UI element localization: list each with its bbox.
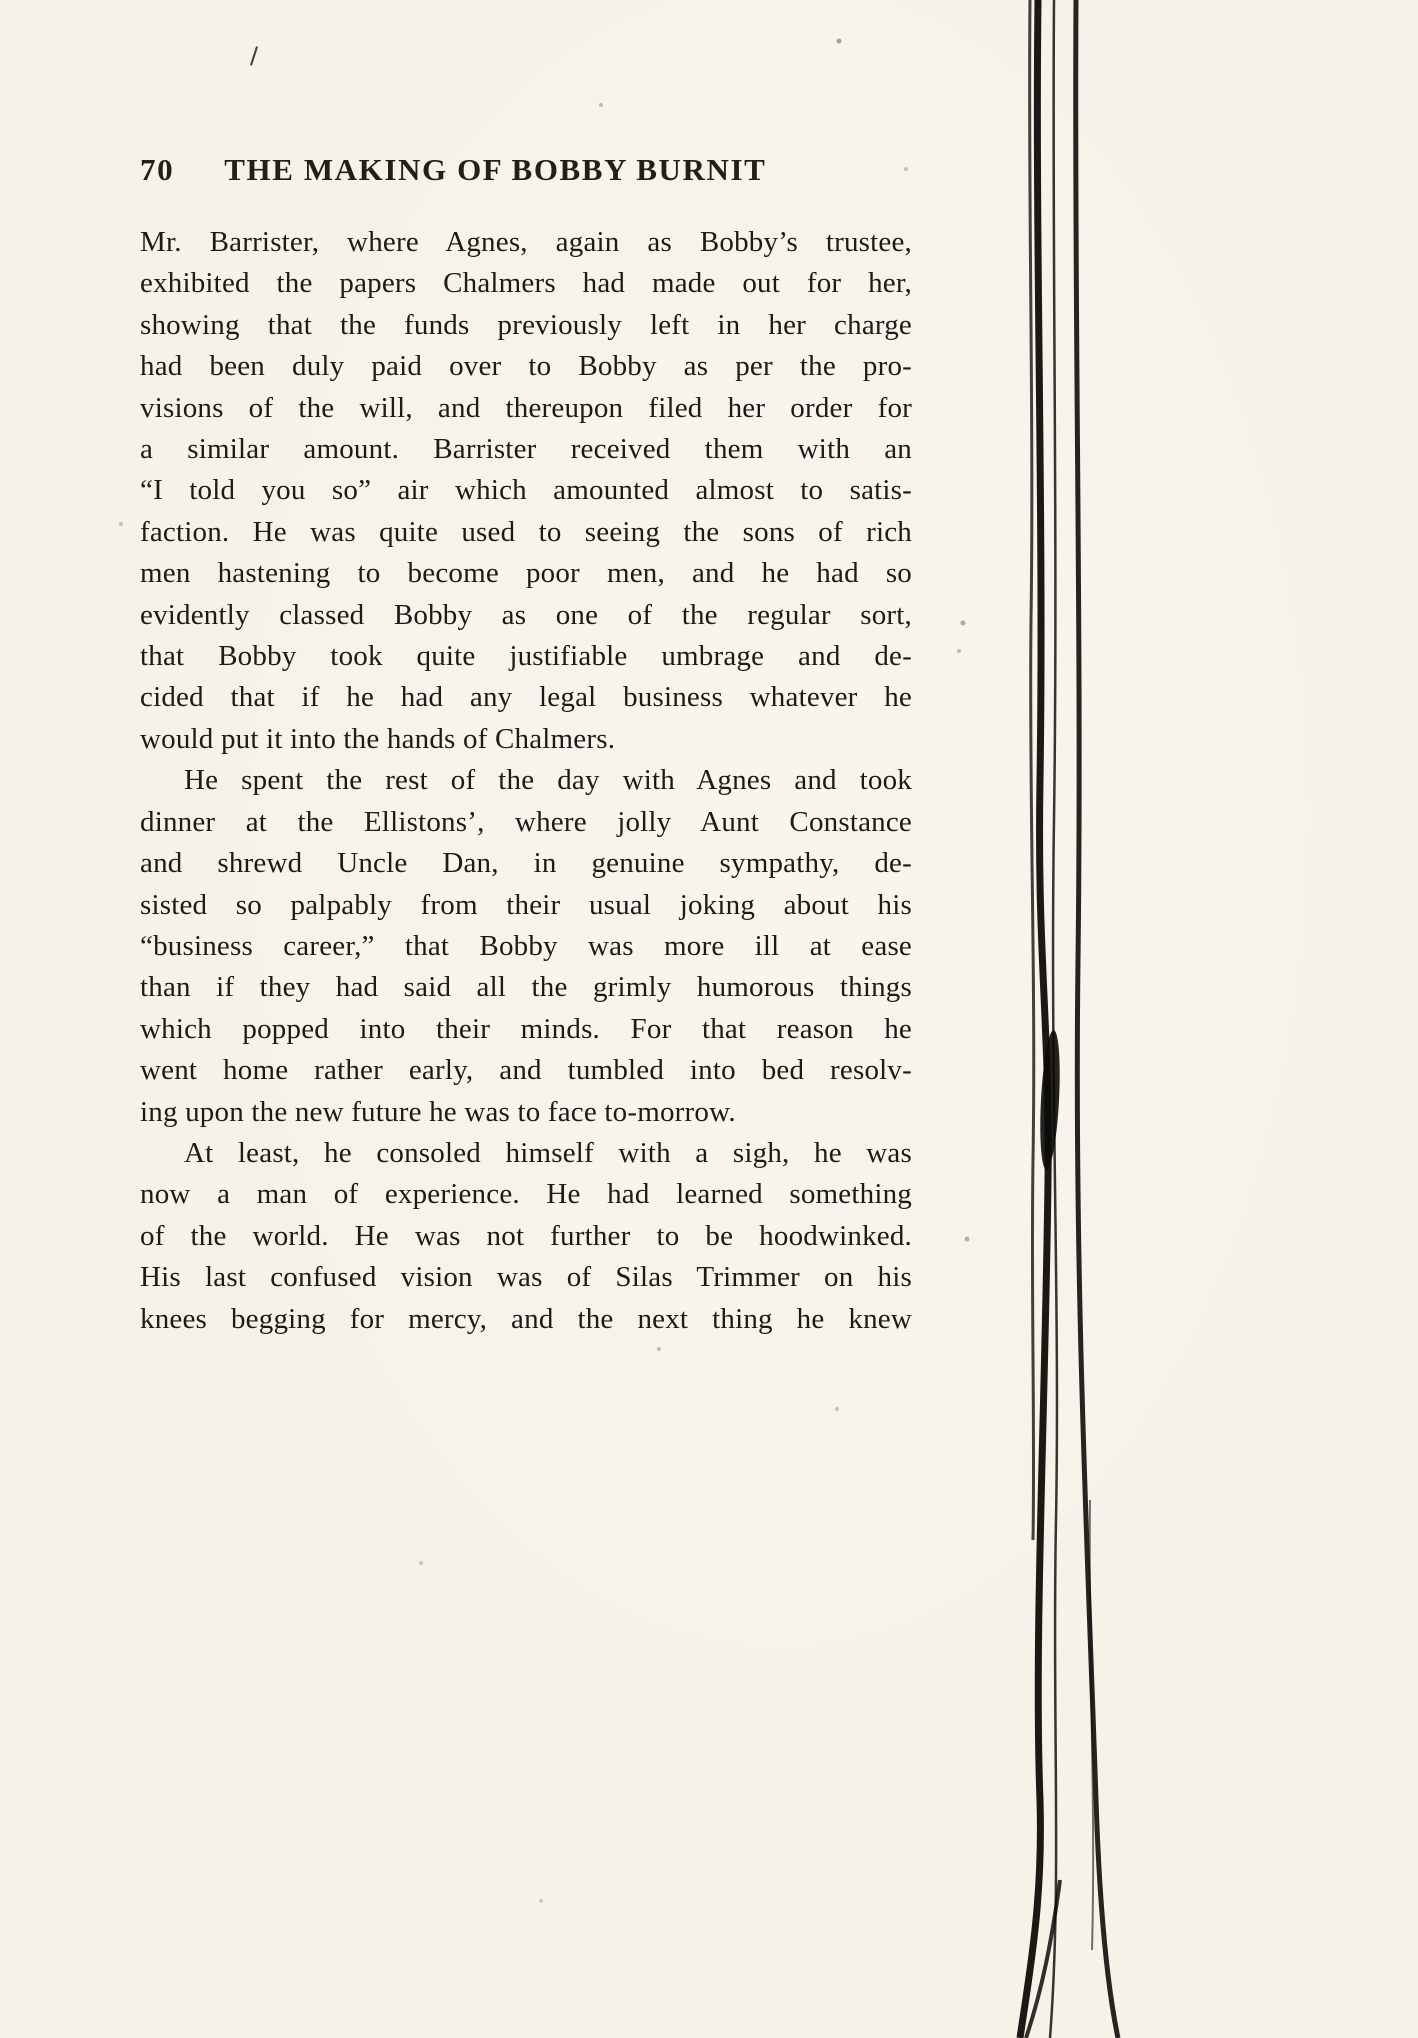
text-line: men hastening to become poor men, and he had so [140,557,912,590]
text-line: which popped into their minds. For that reason he [140,1012,912,1045]
text-line: He spent the rest of the day with Agnes and took [184,764,912,797]
paragraph [140,760,912,1133]
page-content [140,150,912,1340]
text-line: exhibited the papers Chalmers had made out for her, [140,267,912,300]
text-line: had been duly paid over to Bobby as per the pro- [140,350,912,383]
text-line: sisted so palpably from their usual joking about his [140,888,912,921]
text-line: and shrewd Uncle Dan, in genuine sympathy, de- [140,847,912,880]
text-line: went home rather early, and tumbled into bed resolv- [140,1054,912,1087]
text-line: cided that if he had any legal business whatever he [140,681,912,714]
text-line: His last confused vision was of Silas Trimmer on his [140,1261,912,1294]
text-line: would put it into the hands of Chalmers. [140,722,616,755]
text-line: At least, he consoled himself with a sigh, he was [184,1136,912,1169]
pen-stray-mark [250,46,258,66]
text-line: showing that the funds previously left in her charge [140,308,912,341]
text-line: now a man of experience. He had learned something [140,1178,912,1211]
scan-specks [0,0,2,2]
paragraph [140,222,912,760]
paragraph [140,1133,912,1340]
text-line: faction. He was quite used to seeing the sons of rich [140,515,912,548]
page-header [140,150,912,190]
page-number: 70 [140,152,175,187]
page-title: THE MAKING OF BOBBY BURNIT [224,152,767,187]
text-line: of the world. He was not further to be hoodwinked. [140,1219,912,1252]
text-line: visions of the will, and thereupon filed her order for [140,391,912,424]
text-line: Mr. Barrister, where Agnes, again as Bobby’s trustee, [140,226,912,258]
text-line: ing upon the new future he was to face to-morrow. [140,1095,736,1128]
text-line: dinner at the Ellistons’, where jolly Aunt Constance [140,805,912,838]
text-line: evidently classed Bobby as one of the regular sort, [140,598,912,631]
text-line: than if they had said all the grimly humorous things [140,971,912,1004]
text-line: a similar amount. Barrister received them with an [140,433,912,466]
text-line: that Bobby took quite justifiable umbrage and de- [140,640,912,673]
binding-streaks-decoration [1000,0,1220,2038]
text-line: knees begging for mercy, and the next thing he knew [140,1302,912,1335]
text-line: “I told you so” air which amounted almost to satis- [140,474,912,507]
body-text [140,222,912,1340]
text-line: “business career,” that Bobby was more ill at ease [140,929,912,962]
